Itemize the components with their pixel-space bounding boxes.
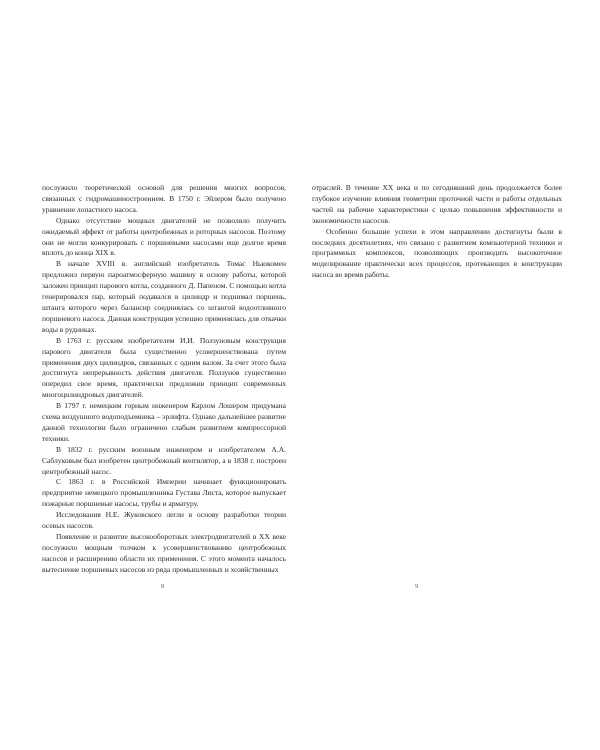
paragraph: Особенно большие успехи в этом направлении достигнуты были в последних десятилетиях, что связано с развитием компьютерной техники и программных комплексов, позволяющих производить высокоточное моделирование практически всех процессов, протекающих в конструкции насоса во время работы.: [312, 226, 562, 280]
paragraph: Однако отсутствие мощных двигателей не позволяло получить ожидаемый эффект от работы центробежных и роторных насосов. Поэтому они не могли конкурировать с поршневыми насосами еще долгое время вплоть до конца XIX в.: [42, 215, 286, 258]
right-page-text: [312, 183, 562, 281]
paragraph: В 1832 г. русским военным инженером и изобретателем А.А. Саблуковым был изобретен центробежный вентилятор, а в 1838 г. построен центробежный насос.: [42, 444, 286, 476]
paragraph: Появление и развитие высокооборотных электродвигателей в XX веке послужило мощным толчком к усовершенствованию центробежных насосов и расширению области их применения. С этого момента началось вытеснение поршневых насосов из ряда промышленных и хозяйственных: [42, 532, 286, 574]
right-page: [300, 0, 600, 750]
paragraph: В 1797 г. немецким горным инженером Карлом Лошером придумана схема воздушного водоподъемника – эрлифта. Однако дальнейшее развитие данной технологии было ограничено слабым развитием компрессорной техники.: [42, 401, 286, 443]
paragraph: послужило теоретической основой для решения многих вопросов, связанных с гидромашиностроением. В 1750 г. Эйлером было получено уравнение лопастного насоса.: [42, 183, 286, 214]
paragraph: отраслей. В течение XX века и по сегодняшний день продолжается более глубокое изучение влияния геометрии проточной части и работы отдельных частей на рабочие характеристики с целью повышения эффективности и экономичности насосов.: [312, 183, 562, 225]
paragraph: С 1863 г. в Российской Империи начинает функционировать предприятие немецкого промышленника Густава Листа, которое выпускает пожарные поршневые насосы, трубы и арматуру.: [42, 477, 286, 509]
page-number-right: 9: [415, 583, 419, 590]
left-page-text: [42, 183, 286, 576]
page-number-left: 8: [161, 583, 165, 590]
paragraph: Исследования Н.Е. Жуковского легли в основу разработки теории осевых насосов.: [42, 510, 286, 531]
paragraph: В начале XVIII в. английский изобретатель Томас Ньюкомен предложил первую пароатмосферную машину в основу работы, которой заложен принцип парового котла, созданного Д. Папеном. С помощью котла генерировался пар, который подавался в цилиндр и поднимал поршень, штанга которого через балансир соединялась со штангой водоотливного поршневого насоса. Данная конструкция успешно применялась для откачки воды в рудниках.: [42, 259, 286, 334]
paragraph: В 1763 г. русским изобретателем И.И. Ползуновым конструкция парового двигателя была существенно усовершенствована путем применения двух цилиндров, связанных с одним валом. За счет этого была достигнута непрерывность действия двигателя. Ползунов существенно опередил свое время, практически предложив принцип современных многоцилиндровых двигателей.: [42, 335, 286, 400]
